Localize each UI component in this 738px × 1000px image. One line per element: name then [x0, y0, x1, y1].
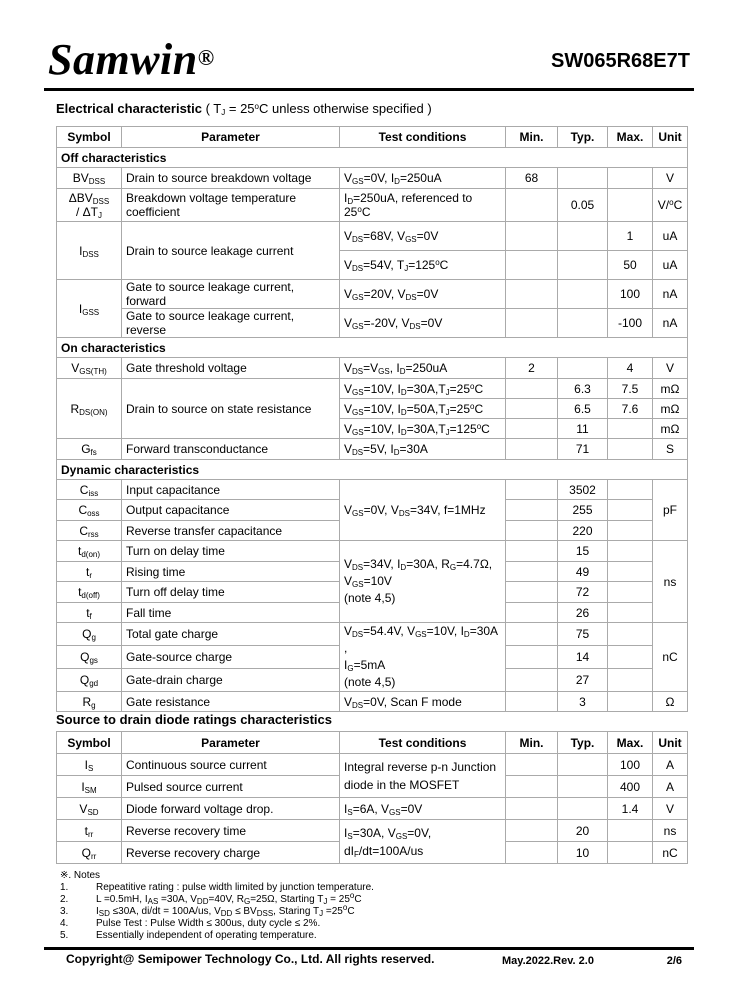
samwin-logo: Samwin® — [48, 35, 215, 84]
table-row: $I_{DSS}$ Drain to source leakage current $V_{DS}=68V$, $V_{GS}=0V$ 1 uA — [57, 222, 688, 251]
category-row: Dynamic characteristics — [57, 460, 688, 480]
note-item: 3. $I_{SD} \le 30A$, di/dt = 100A/us, $V_{DD} \le BV_{DSS}$, Staring $T_J =25^oC$ — [60, 903, 355, 918]
column-header: Test conditions — [340, 732, 506, 754]
table-row: $I_{GSS}$ Gate to source leakage current, forward $V_{GS}=20V$, $V_{DS}=0V$ 100 nA — [57, 280, 688, 309]
table-row: Gate to source leakage current, reverse $V_{GS}=-20V$, $V_{DS}=0V$ -100 nA — [57, 309, 688, 338]
note-item: 5. Essentially independent of operating temperature. — [60, 930, 317, 941]
table-row: $\Delta BV_{DSS}$ / $\Delta T_J$ Breakdown voltage temperature coefficient $I_D=250uA$, referenced to 25$^o$C 0.05 V/$^o$C — [57, 189, 688, 222]
table-row: $t_{d(off)}$ Turn off delay time 72 — [57, 582, 688, 603]
section-title-diode: Source to drain diode ratings characteristics — [56, 712, 332, 727]
notes — [60, 870, 374, 942]
table-row: $V_{GS}=10V$, $I_D=30A,T_J=125^oC$ 11 mΩ — [57, 419, 688, 439]
column-header: Max. — [608, 127, 653, 148]
revision: May.2022.Rev. 2.0 — [502, 955, 594, 967]
table-row: $Q_g$ Total gate charge $V_{DS}=54.4V$, $V_{GS}=10V$, $I_D=30A$ , $I_G=5mA$ (note 4,5) 75 nC — [57, 623, 688, 646]
part-number: SW065R68E7T — [551, 50, 690, 72]
table-row: $Q_{gs}$ Gate-source charge 14 — [57, 646, 688, 668]
table-row: $Q_{rr}$ Reverse recovery charge 10 nC — [57, 842, 688, 864]
electrical-characteristics-table — [56, 126, 688, 712]
page-number: 2/6 — [666, 955, 682, 967]
table-row: $V_{DS}=54V$, $T_J=125^oC$ 50 uA — [57, 251, 688, 280]
table-row: $V_{GS}=10V$, $I_D=50A,T_J=25^oC$ 6.5 7.6 mΩ — [57, 399, 688, 419]
copyright: Copyright@ Semipower Technology Co., Ltd. All rights reserved. — [66, 952, 435, 966]
table-row: $t_{d(on)}$ Turn on delay time $V_{DS}=34V$, $I_D=30A$, $R_G=4.7\Omega$, $V_{GS}=10V$ (note 4,5) 15 ns — [57, 541, 688, 562]
diode-ratings-table — [56, 731, 688, 864]
table-row: $Q_{gd}$ Gate-drain charge 27 — [57, 668, 688, 691]
table-header-row — [57, 732, 688, 754]
section-title-electrical: Electrical characteristic ( $T_J = 25^oC$ unless otherwise specified ) — [56, 101, 432, 117]
column-header: Typ. — [558, 127, 608, 148]
column-header: Unit — [653, 732, 688, 754]
table-row: $V_{SD}$ Diode forward voltage drop. $I_S=6A$, $V_{GS}=0V$ 1.4 V — [57, 798, 688, 820]
note-item: 1. Repeatitive rating : pulse width limited by junction temperature. — [60, 882, 374, 893]
column-header: Max. — [608, 732, 653, 754]
table-row: $R_g$ Gate resistance $V_{DS}=0V$, Scan F mode 3 Ω — [57, 692, 688, 712]
table-row: $C_{oss}$ Output capacitance 255 — [57, 500, 688, 521]
category-row: On characteristics — [57, 338, 688, 358]
column-header: Symbol — [57, 127, 122, 148]
table-row: $R_{DS(ON)}$ Drain to source on state resistance $V_{GS}=10V$, $I_D=30A,T_J=25^oC$ 6.3 7.5 mΩ — [57, 379, 688, 399]
table-row: $V_{GS(TH)}$ Gate threshold voltage $V_{DS}=V_{GS}$, $I_D=250uA$ 2 4 V — [57, 358, 688, 379]
table-row: $BV_{DSS}$ Drain to source breakdown voltage $V_{GS}=0V$, $I_D=250uA$ 68 V — [57, 168, 688, 189]
column-header: Test conditions — [340, 127, 506, 148]
table-row: $t_r$ Rising time 49 — [57, 562, 688, 582]
notes-title: ※. Notes — [60, 870, 101, 881]
table-row: $I_{SM}$ Pulsed source current 400 A — [57, 776, 688, 798]
footer-rule — [44, 947, 694, 950]
column-header: Min. — [506, 127, 558, 148]
category-row: Off characteristics — [57, 148, 688, 168]
column-header: Parameter — [122, 127, 340, 148]
page-footer — [44, 952, 694, 972]
table-row: $I_S$ Continuous source current Integral reverse p-n Junction diode in the MOSFET 100 A — [57, 754, 688, 776]
page-header — [44, 34, 694, 88]
table-row: $G_{fs}$ Forward transconductance $V_{DS}=5V$, $I_D=30A$ 71 S — [57, 439, 688, 460]
column-header: Typ. — [558, 732, 608, 754]
table-row: $C_{rss}$ Reverse transfer capacitance 220 — [57, 521, 688, 541]
table-row: $C_{iss}$ Input capacitance $V_{GS}=0V$, $V_{DS}=34V$, f=1MHz 3502 pF — [57, 480, 688, 500]
column-header: Parameter — [122, 732, 340, 754]
note-item: 4. Pulse Test : Pulse Width ≤ 300us, duty cycle ≤ 2%. — [60, 918, 321, 929]
header-rule — [44, 88, 694, 91]
table-row: $t_{rr}$ Reverse recovery time $I_S=30A$, $V_{GS}=0V$, $dI_F/dt=100A/us$ 20 ns — [57, 820, 688, 842]
table-header-row — [57, 127, 688, 148]
column-header: Unit — [653, 127, 688, 148]
table-row: $t_f$ Fall time 26 — [57, 603, 688, 623]
note-item: 2. L =0.5mH, $I_{AS} =30A$, $V_{DD}=40V$, $R_G=25\Omega$, Starting $T_J = 25^oC$ — [60, 891, 362, 906]
column-header: Symbol — [57, 732, 122, 754]
column-header: Min. — [506, 732, 558, 754]
